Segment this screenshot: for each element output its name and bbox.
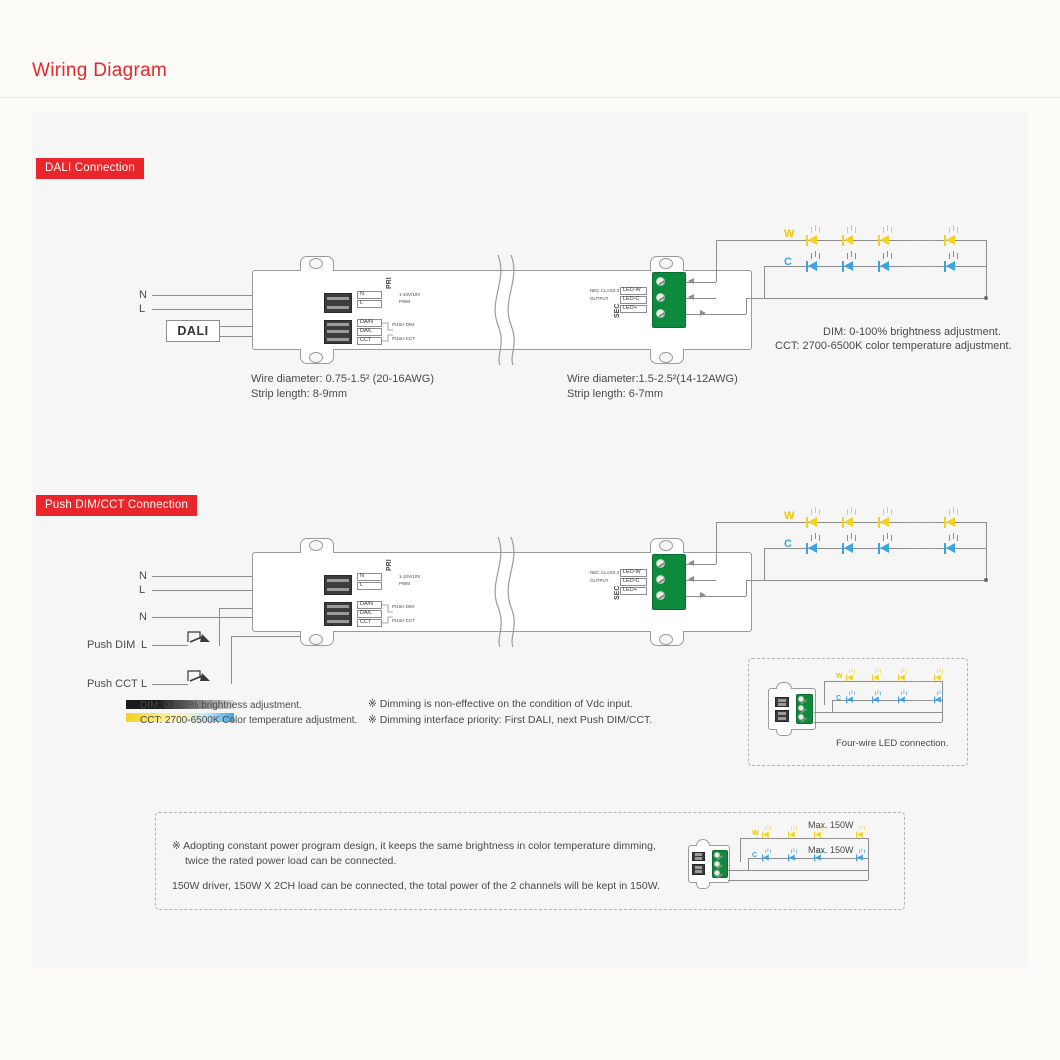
- push-bus-c-riser: [764, 548, 765, 580]
- dali-led-w-4: [944, 231, 960, 249]
- push-control-terminal-block: [324, 602, 352, 626]
- push-label-pri: PRI: [386, 559, 393, 571]
- push-cct-l-label: L: [141, 678, 148, 690]
- footer-bus-c-riser: [748, 858, 749, 870]
- push-led-w-2: [842, 513, 858, 531]
- push-dim-l-label: L: [141, 639, 148, 651]
- fourwire-led-c-ellipsis: [912, 700, 934, 701]
- dali-label-nec-class2: NEC CLASS 2: [590, 288, 620, 293]
- section-tag-dali: DALI Connection: [36, 158, 144, 179]
- fourwire-led-c-3: [898, 694, 904, 701]
- footer-led-c-2: [788, 852, 794, 859]
- dali-label-led-w: LED-W: [620, 287, 647, 295]
- footer-driver-tab-bottom: [696, 882, 710, 889]
- dali-control-bracket: [382, 318, 394, 348]
- dali-c-row-label: C: [784, 256, 792, 268]
- dali-input-terminal-block: [324, 293, 352, 313]
- fourwire-bus-w-riser: [824, 681, 825, 705]
- push-connector-screw-2: [656, 575, 665, 584]
- dali-note-dim: DIM: 0-100% brightness adjustment.: [823, 326, 1001, 338]
- push-cct-label: Push CCT: [87, 678, 138, 690]
- dali-label-n: N: [357, 291, 382, 299]
- fourwire-bus-common-1: [814, 712, 942, 713]
- footer-line-2: twice the rated power load can be connected.: [185, 855, 397, 867]
- push-wire-l: [152, 590, 252, 591]
- push-connector-screw-1: [656, 559, 665, 568]
- push-label-in-note2: PWM: [399, 581, 410, 586]
- push-dim-label: Push DIM: [87, 639, 136, 651]
- dali-bus-box: DALI: [166, 320, 220, 342]
- dali-bus-w-riser: [716, 240, 717, 282]
- dali-led-c-2: [842, 257, 858, 275]
- dali-bus-junction-dot: [984, 296, 988, 300]
- footer-line-3: 150W driver, 150W X 2CH load can be connected, the total power of the 2 channels will be kept in 150W.: [172, 880, 660, 892]
- dali-note-cct: CCT: 2700-6500K color temperature adjustment.: [775, 340, 1012, 352]
- fourwire-driver-tab-bottom: [776, 729, 792, 736]
- push-label-cct: CCT: [357, 619, 382, 627]
- dali-driver-mount-hole-right: [659, 258, 673, 269]
- dali-label-in-note2: PWM: [399, 299, 410, 304]
- dali-break-squiggle: [492, 255, 518, 365]
- dali-led-w-3: [878, 231, 894, 249]
- push-out-arrow-c: [688, 576, 694, 582]
- dali-wire-right-line2: Strip length: 6-7mm: [567, 388, 663, 400]
- push-break-squiggle: [492, 537, 518, 647]
- legend-cct-text: CCT: 2700-6500K Color temperature adjustment.: [140, 715, 358, 726]
- footer-led-w-1: [762, 829, 768, 836]
- dali-label-l: L: [357, 300, 382, 308]
- push-label-dal: DA/L: [357, 610, 382, 618]
- push-input-n1-label: N: [139, 570, 147, 582]
- push-label-led-plus: LED+: [620, 587, 647, 595]
- fourwire-bus-common-2: [814, 722, 942, 723]
- fourwire-led-c-2: [872, 694, 878, 701]
- dali-input-n-label: N: [139, 289, 147, 301]
- push-label-nec-class2: NEC CLASS 2: [590, 570, 620, 575]
- footer-led-w-ellipsis: [828, 838, 854, 839]
- push-note-1: ※ Dimming is non-effective on the condition of Vdc input.: [368, 698, 633, 710]
- dali-bus-common: [746, 298, 986, 299]
- dali-bus-common-riser: [746, 298, 747, 314]
- dali-bus-c-riser: [764, 266, 765, 298]
- dali-led-c-3: [878, 257, 894, 275]
- push-dim-wire-riser: [219, 608, 220, 646]
- dali-out-arrow-w: [688, 278, 694, 284]
- fourwire-screw-1: [798, 696, 804, 702]
- push-wire-n1: [152, 576, 252, 577]
- dali-control-terminal-block: [324, 320, 352, 344]
- push-label-in-note1: 1-10V/10V: [399, 574, 421, 579]
- dali-led-c-ellipsis: [908, 266, 936, 267]
- fourwire-screw-2: [798, 705, 804, 711]
- dali-driver-mount-hole-left: [309, 258, 323, 269]
- fourwire-led-w-ellipsis: [912, 681, 934, 682]
- push-out-wire-common: [686, 596, 746, 597]
- dali-driver-mount-hole-right-bottom: [659, 352, 673, 363]
- fourwire-driver-tab-top: [776, 682, 792, 689]
- dali-bus-wire-2: [220, 336, 252, 337]
- dali-wire-n: [152, 295, 252, 296]
- footer-terminal-block: [692, 852, 705, 861]
- footer-screw-2: [714, 861, 720, 867]
- dali-connector-screw-2: [656, 293, 665, 302]
- push-driver-mount-hole-left-bottom: [309, 634, 323, 645]
- footer-led-w-4: [856, 829, 862, 836]
- push-dim-switch-icon[interactable]: [186, 626, 220, 648]
- dali-label-output: OUTPUT: [590, 296, 609, 301]
- push-bus-right-return: [986, 522, 987, 580]
- push-control-bracket: [382, 600, 394, 630]
- push-led-c-3: [878, 539, 894, 557]
- legend-dim-text: DIM: 0-100% brightness adjustment.: [140, 700, 302, 711]
- push-out-arrow-common: [700, 592, 706, 598]
- dali-led-w-ellipsis: [908, 240, 936, 241]
- push-connector-screw-3: [656, 591, 665, 600]
- footer-bus-common-1: [728, 870, 868, 871]
- footer-c-label: C: [752, 852, 758, 859]
- dali-label-sec: SEC: [614, 303, 621, 318]
- footer-w-label: W: [752, 830, 759, 837]
- dali-label-led-plus: LED+: [620, 305, 647, 313]
- fourwire-terminal-block: [775, 697, 789, 707]
- fourwire-bus-return: [942, 681, 943, 722]
- push-cct-wire-riser: [231, 636, 232, 684]
- dali-led-w-2: [842, 231, 858, 249]
- push-led-w-4: [944, 513, 960, 531]
- push-cct-switch-icon[interactable]: [186, 665, 220, 687]
- footer-screw-3: [714, 870, 720, 876]
- fourwire-w-label: W: [836, 673, 843, 680]
- footer-max-label-2: Max. 150W: [808, 845, 854, 855]
- dali-input-l-label: L: [139, 303, 146, 315]
- section-tag-push: Push DIM/CCT Connection: [36, 495, 197, 516]
- fourwire-led-w-4: [934, 672, 940, 679]
- dali-label-led-c: LED-C: [620, 296, 647, 304]
- push-cct-wire-in: [152, 684, 188, 685]
- push-note-2: ※ Dimming interface priority: First DALI, next Push DIM/CCT.: [368, 714, 653, 726]
- dali-wire-right-line1: Wire diameter:1.5-2.5²(14-12AWG): [567, 373, 738, 385]
- push-led-w-3: [878, 513, 894, 531]
- footer-led-c-ellipsis: [828, 858, 854, 859]
- push-bus-common: [746, 580, 986, 581]
- push-led-c-2: [842, 539, 858, 557]
- fourwire-caption: Four-wire LED connection.: [836, 738, 949, 749]
- push-led-w-ellipsis: [908, 522, 936, 523]
- dali-label-in-note1: 1-10V/10V: [399, 292, 421, 297]
- dali-led-c-1: [806, 257, 822, 275]
- footer-control-block: [692, 864, 705, 875]
- dali-wire-left-line1: Wire diameter: 0.75-1.5² (20-16AWG): [251, 373, 434, 385]
- footer-led-w-2: [788, 829, 794, 836]
- push-input-l-label: L: [139, 584, 146, 596]
- dali-label-push-dim: PUSH DIM: [392, 322, 415, 327]
- dali-bus-right-return: [986, 240, 987, 298]
- push-led-c-4: [944, 539, 960, 557]
- push-driver-mount-hole-right: [659, 540, 673, 551]
- dali-led-c-4: [944, 257, 960, 275]
- footer-led-w-3: [814, 829, 820, 836]
- push-label-n: N: [357, 573, 382, 581]
- push-input-terminal-block: [324, 575, 352, 595]
- dali-wire-l: [152, 309, 252, 310]
- page-title: Wiring Diagram: [32, 60, 168, 81]
- footer-bus-return: [868, 838, 869, 880]
- push-bus-w-riser: [716, 522, 717, 564]
- dali-label-pri: PRI: [386, 277, 393, 289]
- dali-wire-left-line2: Strip length: 8-9mm: [251, 388, 347, 400]
- fourwire-led-c-1: [846, 694, 852, 701]
- push-label-led-w: LED-W: [620, 569, 647, 577]
- footer-led-c-1: [762, 852, 768, 859]
- dali-driver-mount-hole-left-bottom: [309, 352, 323, 363]
- footer-led-c-4: [856, 852, 862, 859]
- push-led-c-1: [806, 539, 822, 557]
- dali-bus-wire-1: [220, 326, 252, 327]
- push-label-dan: DA/N: [357, 601, 382, 609]
- fourwire-c-label: C: [836, 695, 842, 702]
- footer-screw-1: [714, 852, 720, 858]
- push-label-push-cct: PUSH CCT: [392, 618, 416, 623]
- push-label-led-c: LED-C: [620, 578, 647, 586]
- dali-led-w-1: [806, 231, 822, 249]
- footer-max-label-1: Max. 150W: [808, 820, 854, 830]
- push-c-row-label: C: [784, 538, 792, 550]
- push-led-c-ellipsis: [908, 548, 936, 549]
- push-driver-mount-hole-left: [309, 540, 323, 551]
- push-wire-n2: [152, 617, 252, 618]
- push-w-row-label: W: [784, 510, 795, 522]
- dali-out-wire-common: [686, 314, 746, 315]
- dali-w-row-label: W: [784, 228, 795, 240]
- dali-label-dan: DA/N: [357, 319, 382, 327]
- fourwire-control-block: [775, 710, 789, 722]
- fourwire-screw-3: [798, 714, 804, 720]
- fourwire-led-w-1: [846, 672, 852, 679]
- dali-out-arrow-c: [688, 294, 694, 300]
- push-led-w-1: [806, 513, 822, 531]
- fourwire-led-c-4: [934, 694, 940, 701]
- fourwire-bus-c-riser: [832, 700, 833, 712]
- push-driver-mount-hole-right-bottom: [659, 634, 673, 645]
- push-out-arrow-w: [688, 560, 694, 566]
- header-divider: [0, 97, 1060, 98]
- dali-out-arrow-common: [700, 310, 706, 316]
- footer-bus-w-riser: [740, 838, 741, 862]
- fourwire-led-w-2: [872, 672, 878, 679]
- push-input-n2-label: N: [139, 611, 147, 623]
- footer-line-1: ※ Adopting constant power program design, it keeps the same brightness in color temperature dimming,: [172, 840, 656, 852]
- push-dim-wire-in: [152, 645, 188, 646]
- footer-driver-tab-top: [696, 839, 710, 846]
- fourwire-led-w-3: [898, 672, 904, 679]
- dali-label-dal: DA/L: [357, 328, 382, 336]
- push-label-push-dim: PUSH DIM: [392, 604, 415, 609]
- push-bus-common-riser: [746, 580, 747, 596]
- dali-label-cct: CCT: [357, 337, 382, 345]
- footer-bus-common-2: [728, 880, 868, 881]
- push-label-sec: SEC: [614, 585, 621, 600]
- dali-connector-screw-3: [656, 309, 665, 318]
- push-label-l: L: [357, 582, 382, 590]
- dali-label-push-cct: PUSH CCT: [392, 336, 416, 341]
- push-label-output: OUTPUT: [590, 578, 609, 583]
- push-bus-junction-dot: [984, 578, 988, 582]
- dali-connector-screw-1: [656, 277, 665, 286]
